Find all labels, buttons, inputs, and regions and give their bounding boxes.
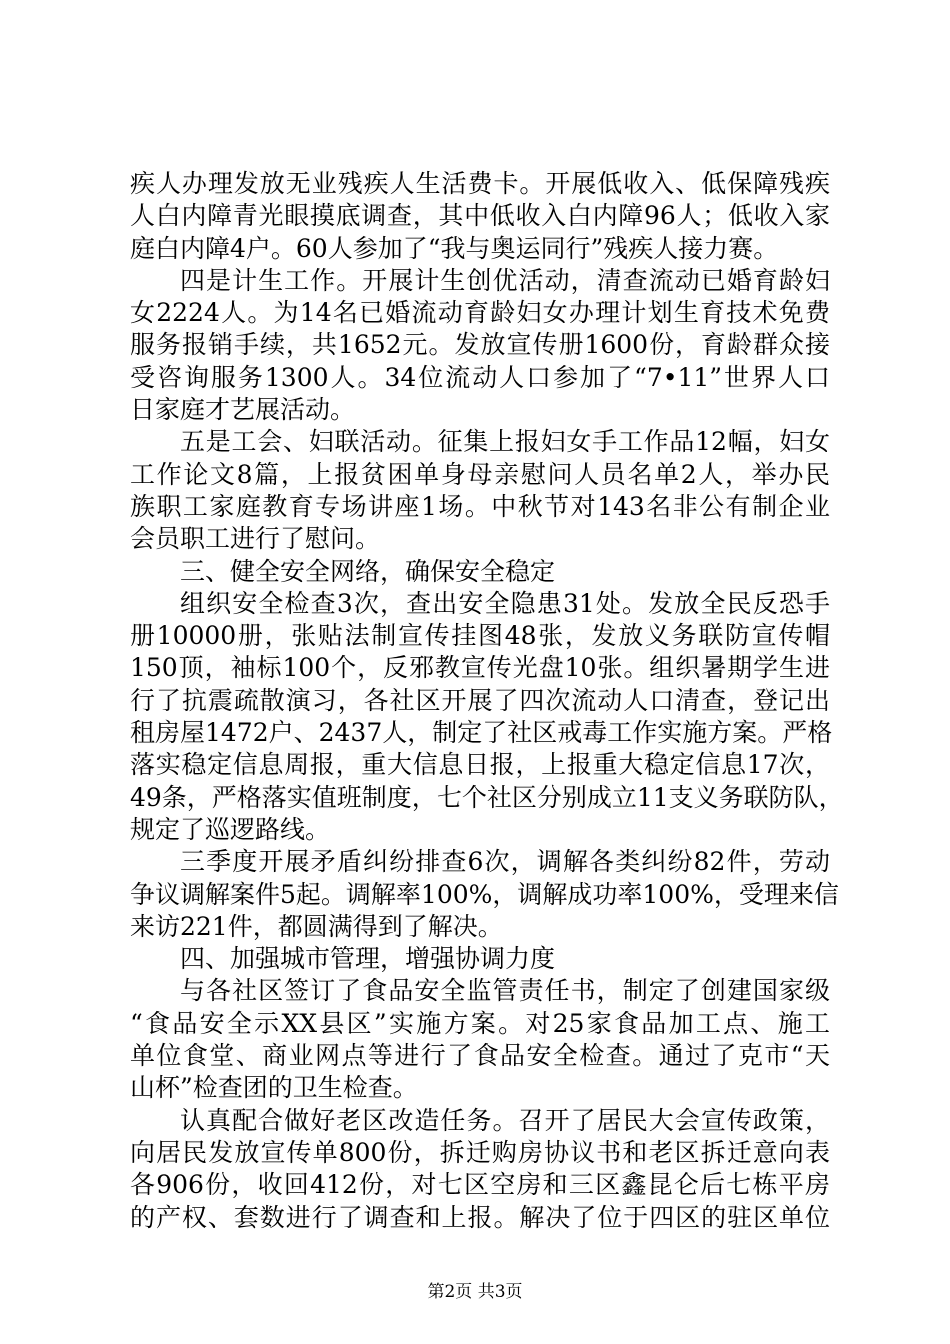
text-line: 向居民发放宣传单800份，拆迁购房协议书和老区拆迁意向表 [130,1137,830,1167]
text-line: “食品安全示XX县区”实施方案。对25家食品加工点、施工 [130,1008,830,1038]
text-line: 的产权、套数进行了调查和上报。解决了位于四区的驻区单位 [130,1202,830,1232]
text-line: 认真配合做好老区改造任务。召开了居民大会宣传政策， [180,1105,830,1135]
text-line: 四、加强城市管理，增强协调力度 [180,944,556,974]
text-line: 规定了巡逻路线。 [130,814,331,844]
text-line: 三季度开展矛盾纠纷排查6次，调解各类纠纷82件，劳动 [180,847,830,877]
text-line: 受咨询服务1300人。34位流动人口参加了“7•11”世界人口 [130,362,830,392]
text-line: 来访221件，都圆满得到了解决。 [130,911,503,941]
text-line: 工作论文8篇，上报贫困单身母亲慰问人员名单2人，举办民 [130,459,830,489]
text-line: 49条，严格落实值班制度，七个社区分别成立11支义务联防队， [130,782,844,812]
text-line: 单位食堂、商业网点等进行了食品安全检查。通过了克市“天 [130,1041,830,1071]
text-line: 山杯”检查团的卫生检查。 [130,1073,418,1103]
text-line: 册10000册，张贴法制宣传挂图48张，发放义务联防宣传帽 [130,621,830,651]
text-line: 三、健全安全网络，确保安全稳定 [180,556,556,586]
text-line: 组织安全检查3次，查出安全隐患31处。发放全民反恐手 [180,588,830,618]
page-footer: 第2页 共3页 [427,1282,523,1302]
text-line: 行了抗震疏散演习，各社区开展了四次流动人口清查，登记出 [130,685,830,715]
text-line: 服务报销手续，共1652元。发放宣传册1600份，育龄群众接 [130,330,830,360]
text-line: 会员职工进行了慰问。 [130,524,381,554]
text-line: 疾人办理发放无业残疾人生活费卡。开展低收入、低保障残疾 [130,169,830,198]
document-body [130,168,844,1234]
text-line: 落实稳定信息周报，重大信息日报，上报重大稳定信息17次， [130,750,830,780]
text-line: 人白内障青光眼摸底调查，其中低收入白内障96人；低收入家 [130,201,830,231]
text-line: 争议调解案件5起。调解率100%，调解成功率100%，受理来信 [130,879,839,909]
text-line: 各906份，收回412份，对七区空房和三区鑫昆仑后七栋平房 [130,1170,830,1200]
text-line: 与各社区签订了食品安全监管责任书，制定了创建国家级 [180,976,830,1006]
text-line: 租房屋1472户、2437人，制定了社区戒毒工作实施方案。严格 [130,718,833,748]
text-line: 150顶，袖标100个，反邪教宣传光盘10张。组织暑期学生进 [130,653,830,683]
text-line: 日家庭才艺展活动。 [130,395,356,425]
text-line: 四是计生工作。开展计生创优活动，清查流动已婚育龄妇 [180,265,830,295]
text-line: 五是工会、妇联活动。征集上报妇女手工作品12幅，妇女 [180,427,830,457]
text-line: 族职工家庭教育专场讲座1场。中秋节对143名非公有制企业 [130,491,830,521]
text-line: 庭白内障4户。60人参加了“我与奥运同行”残疾人接力赛。 [130,233,779,263]
text-line: 女2224人。为14名已婚流动育龄妇女办理计划生育技术免费 [130,298,830,328]
